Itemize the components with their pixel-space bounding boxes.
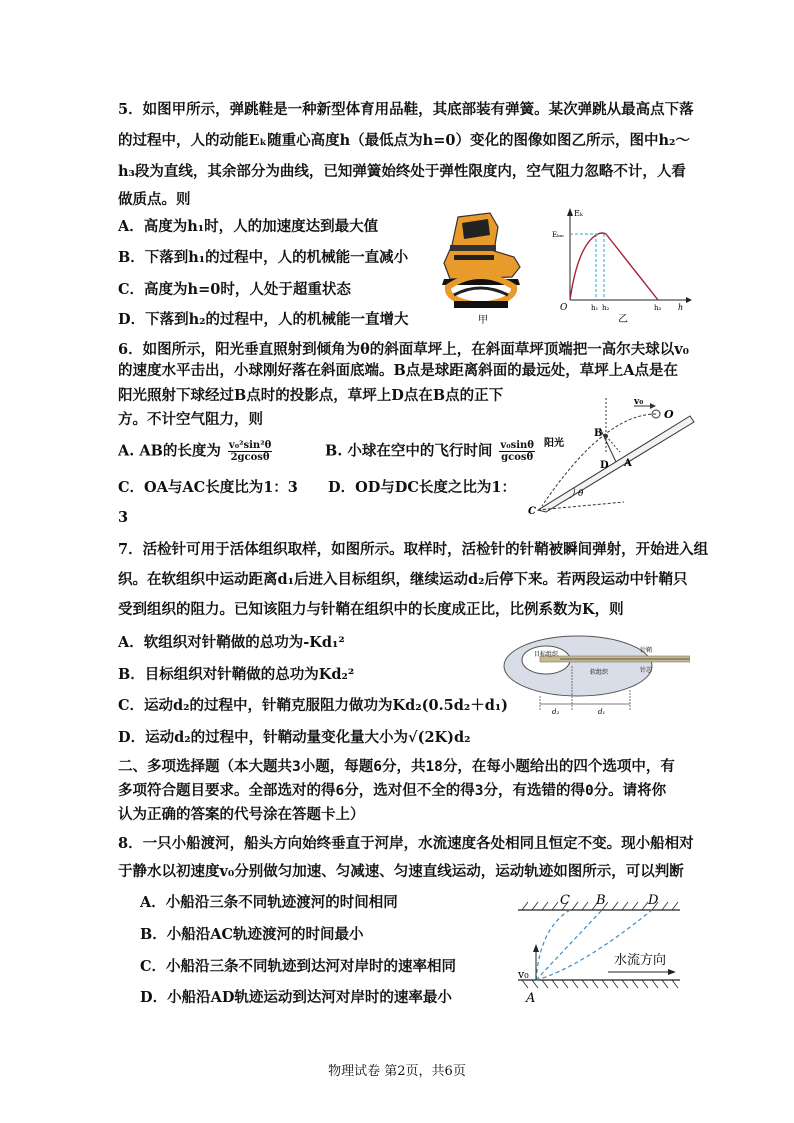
q8-line-2: 于静水以初速度v₀分别做匀加速、匀减速、匀速直线运动，运动轨迹如图所示，可以判断: [118, 863, 684, 880]
q6-option-a-text: A. AB的长度为: [118, 442, 221, 460]
graph-h3-label: h₃: [654, 304, 662, 312]
fig6-sunlight-label: 阳光: [544, 438, 564, 449]
v0-arrow-head: [650, 403, 656, 409]
ek-axis-arrow: [567, 208, 573, 216]
q6-option-c: C．OA与AC长度比为1：3: [118, 479, 298, 496]
q6-option-b-denominator: gcosθ: [501, 452, 534, 463]
q6-option-b-numerator: v₀sinθ: [500, 440, 534, 451]
q6-option-a-denominator: 2gcosθ: [230, 452, 270, 463]
q5-option-d: D．下落到h₂的过程中，人的机械能一直增大: [118, 311, 409, 328]
q7-option-a: A．软组织对针鞘做的总功为-Kd₁²: [118, 634, 345, 651]
trajectory-ad: [536, 910, 652, 980]
near-bank-hatching: [522, 980, 678, 988]
q8-line-1: 8．一只小船渡河，船头方向始终垂直于河岸，水流速度各处相同且恒定不变。现小船相对: [118, 835, 694, 852]
jump-shoe-illustration: [442, 213, 520, 308]
fig6-d-label: D: [600, 460, 609, 471]
trajectory-ac: [536, 910, 570, 980]
q8-option-c: C．小船沿三条不同轨迹到达河对岸时的速率相同: [140, 958, 457, 975]
q8-option-d: D．小船沿AD轨迹运动到达河对岸时的速率最小: [140, 989, 452, 1006]
fig6-v0-label: v₀: [634, 397, 644, 407]
section2-line-2: 多项符合题目要求。全部选对的得6分，选对但不全的得3分，有选错的得0分。请将你: [118, 783, 667, 799]
q6-option-d: D．OD与DC长度之比为1：: [328, 479, 516, 496]
figure-label-jia: 甲: [478, 315, 488, 326]
fig6-c-label: C: [528, 506, 536, 517]
q7-option-d: D．运动d₂的过程中，针鞘动量变化量大小为√(2K)d₂: [118, 729, 471, 746]
ek-curve: [570, 233, 658, 300]
fig7-soft-label: 软组织: [590, 669, 609, 676]
q6-option-d-continued: 3: [118, 509, 129, 526]
q6-option-b-text: B. 小球在空中的飞行时间: [325, 442, 493, 460]
q8-option-b: B．小船沿AC轨迹渡河的时间最小: [140, 926, 364, 943]
b-perpendicular-line: [606, 436, 620, 452]
graph-h2-label: h₂: [602, 304, 610, 312]
slope-figure: [524, 394, 704, 520]
q6-option-b: [325, 440, 537, 463]
fig8-d-label: D: [648, 893, 659, 908]
q7-option-c: C．运动d₂的过程中，针鞘克服阻力做功为Kd₂(0.5d₂＋d₁): [118, 697, 509, 714]
v0-vector-head: [533, 944, 539, 952]
q6-line-2: 的速度水平击出，小球刚好落在斜面底端。B点是球距离斜面的最远处，草坪上A点是在: [118, 362, 679, 379]
q6-option-a-fraction: [228, 440, 272, 463]
fig7-d1-label: d₁: [598, 708, 606, 716]
fig6-a-label: A: [624, 458, 632, 469]
q7-line-3: 受到组织的阻力。已知该阻力与针鞘在组织中的长度成正比，比例系数为K，则: [118, 601, 624, 618]
biopsy-needle-figure: [500, 630, 690, 720]
flow-arrow-head: [668, 969, 676, 975]
ek-h-graph: [552, 204, 692, 326]
q5-line-3: h₃段为直线，其余部分为曲线，已知弹簧始终处于弹性限度内，空气阻力忽略不计，人看: [118, 163, 686, 180]
slope-surface: [538, 416, 694, 512]
river-crossing-figure: [510, 888, 690, 1010]
fig8-c-label: C: [560, 893, 570, 908]
graph-origin-label: O: [560, 303, 568, 313]
fig6-o-label: O: [664, 408, 674, 421]
figure-label-yi: 乙: [618, 314, 628, 325]
trajectory-ab: [536, 910, 602, 980]
section2-line-1: 二、多项选择题（本大题共3小题，每题6分，共18分，在每小题给出的四个选项中，有: [118, 759, 675, 775]
q7-option-b: B．目标组织对针鞘做的总功为Kd₂²: [118, 666, 355, 683]
q5-line-2: 的过程中，人的动能Eₖ随重心高度h（最低点为h=0）变化的图像如图乙所示，图中h₂～: [118, 132, 690, 149]
q6-line-1: 6．如图所示，阳光垂直照射到倾角为θ的斜面草坪上，在斜面草坪顶端把一高尔夫球以v₀: [118, 341, 690, 358]
q6-option-a: [118, 440, 274, 463]
fig7-target-label: 目标组织: [534, 651, 559, 658]
fig8-a-label: A: [526, 991, 536, 1006]
graph-ekm-label: Eₖₘ: [552, 231, 564, 239]
fig8-v0-label: v₀: [518, 968, 529, 981]
h-axis-arrow: [686, 297, 692, 303]
graph-ek-label: Eₖ: [574, 209, 583, 218]
q7-line-2: 织。在软组织中运动距离d₁后进入目标组织，继续运动d₂后停下来。若两段运动中针鞘只: [118, 571, 688, 588]
q5-line-4: 做质点。则: [118, 191, 191, 208]
q8-option-a: A．小船沿三条不同轨迹渡河的时间相同: [140, 894, 398, 911]
fig8-flow-label: 水流方向: [614, 953, 667, 968]
fig6-b-label: B: [594, 428, 603, 439]
fig6-theta-label: θ: [578, 489, 584, 499]
page-footer: 物理试卷 第2页，共6页: [328, 1064, 466, 1079]
q5-option-b: B．下落到h₁的过程中，人的机械能一直减小: [118, 249, 409, 266]
fig7-sheath-label: 针鞘: [640, 647, 653, 654]
q6-option-a-numerator: v₀²sin²θ: [228, 440, 272, 451]
graph-h-label: h: [678, 303, 684, 312]
q6-line-4: 方。不计空气阻力，则: [118, 411, 263, 428]
fig7-d2-label: d₂: [552, 708, 560, 716]
q5-option-c: C．高度为h=0时，人处于超重状态: [118, 281, 351, 298]
q5-option-a: A．高度为h₁时，人的加速度达到最大值: [118, 218, 379, 235]
section2-line-3: 认为正确的答案的代号涂在答题卡上）: [118, 807, 365, 823]
fig7-core-label: 针芯: [640, 667, 653, 674]
q6-line-3: 阳光照射下球经过B点时的投影点，草坪上D点在B点的正下: [118, 387, 504, 404]
q5-line-1: 5．如图甲所示，弹跳鞋是一种新型体育用品鞋，其底部装有弹簧。某次弹跳从最高点下落: [118, 101, 694, 118]
graph-h1-label: h₁: [591, 304, 599, 312]
point-b-dot: [604, 434, 608, 438]
q7-line-1: 7．活检针可用于活体组织取样，如图所示。取样时，活检针的针鞘被瞬间弹射，开始进入组: [118, 541, 709, 558]
jump-shoe-figure: [428, 205, 538, 327]
fig8-b-label: B: [596, 893, 606, 908]
